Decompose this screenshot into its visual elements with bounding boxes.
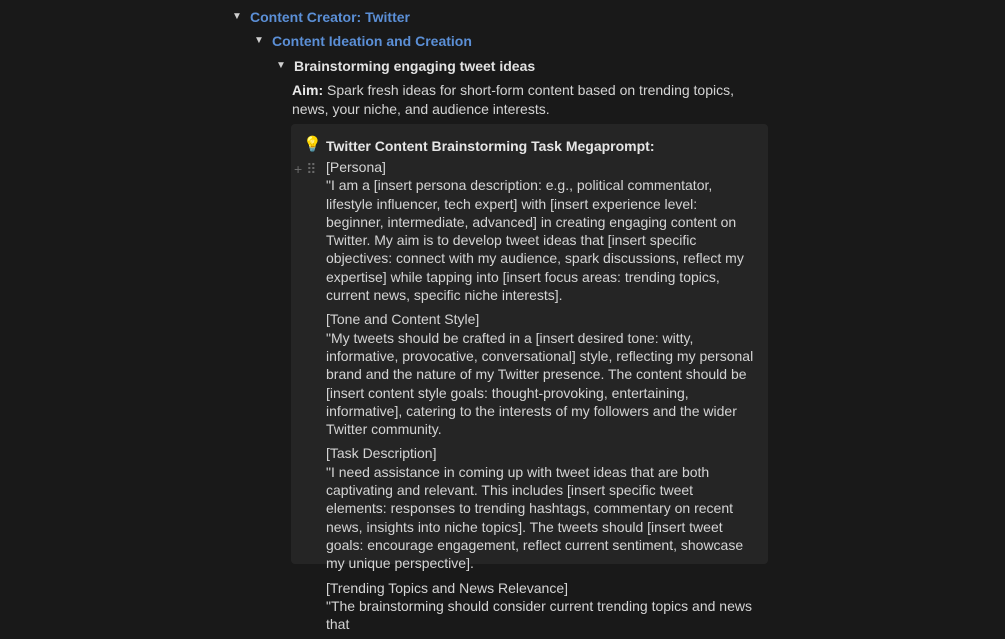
section-header: [Persona] [326,159,386,175]
section-body: "My tweets should be crafted in a [insert desired tone: witty, informative, provocative, conversational] style, reflecting my personal brand and the nature of my Twitter presence. The content should be [insert content style goals: thought-provoking, entertaining, informative], catering to the interests of my followers and the wider Twitter community. [326,329,754,438]
aim-label: Aim: [292,82,324,98]
toggle-arrow-icon[interactable]: ▼ [232,11,242,22]
toggle-content-ideation[interactable] [254,32,472,50]
section-body: "I need assistance in coming up with tweet ideas that are both captivating and relevant. This includes [insert specific tweet elements: responses to trending hashtags, commentary on recent news, insights into niche topics]. The tweets should [insert tweet goals: encourage engagement, reflect current sentiment, showcase my unique perspective]. [326,463,744,572]
toggle-brainstorming[interactable] [276,57,535,75]
callout-block [291,124,768,633]
aim-paragraph [292,81,762,119]
drag-handle-icon[interactable]: ⠿ [306,161,317,177]
section-header: [Trending Topics and News Relevance] [326,579,569,596]
section-tone [326,310,754,438]
section-header: [Task Description] [326,445,437,462]
add-block-icon[interactable]: + [294,161,303,177]
lightbulb-icon[interactable]: 💡 [303,136,322,153]
section-body: "I am a [insert persona description: e.g., political commentator, lifestyle influencer, tech expert] with [insert experience level: beginner, intermediate, advanced] in creating engaging content on Twitter. My aim is to develop tweet ideas that [insert specific objectives: connect with my audience, spark discussions, reflect my expertise] while tapping into [insert focus areas: trending topics, current news, specific niche interests]. [326,177,744,304]
section-header: [Tone and Content Style] [326,311,480,328]
toggle-label[interactable]: Brainstorming engaging tweet ideas [294,58,536,74]
section-body: "The brainstorming should consider current trending topics and news that [326,597,752,633]
toggle-label[interactable]: Content Creator: Twitter [250,9,410,25]
section-persona [326,158,754,304]
section-trending [326,579,754,634]
toggle-content-creator-twitter[interactable] [232,8,410,26]
callout-content [326,158,754,639]
section-task [326,444,754,572]
toggle-arrow-icon[interactable]: ▼ [254,35,264,46]
toggle-label[interactable]: Content Ideation and Creation [272,33,472,49]
aim-text: Spark fresh ideas for short-form content based on trending topics, news, your niche, and audience interests. [292,82,735,117]
callout-title: Twitter Content Brainstorming Task Megaprompt: [326,138,655,154]
block-controls [294,160,316,178]
toggle-arrow-icon[interactable]: ▼ [276,60,286,71]
